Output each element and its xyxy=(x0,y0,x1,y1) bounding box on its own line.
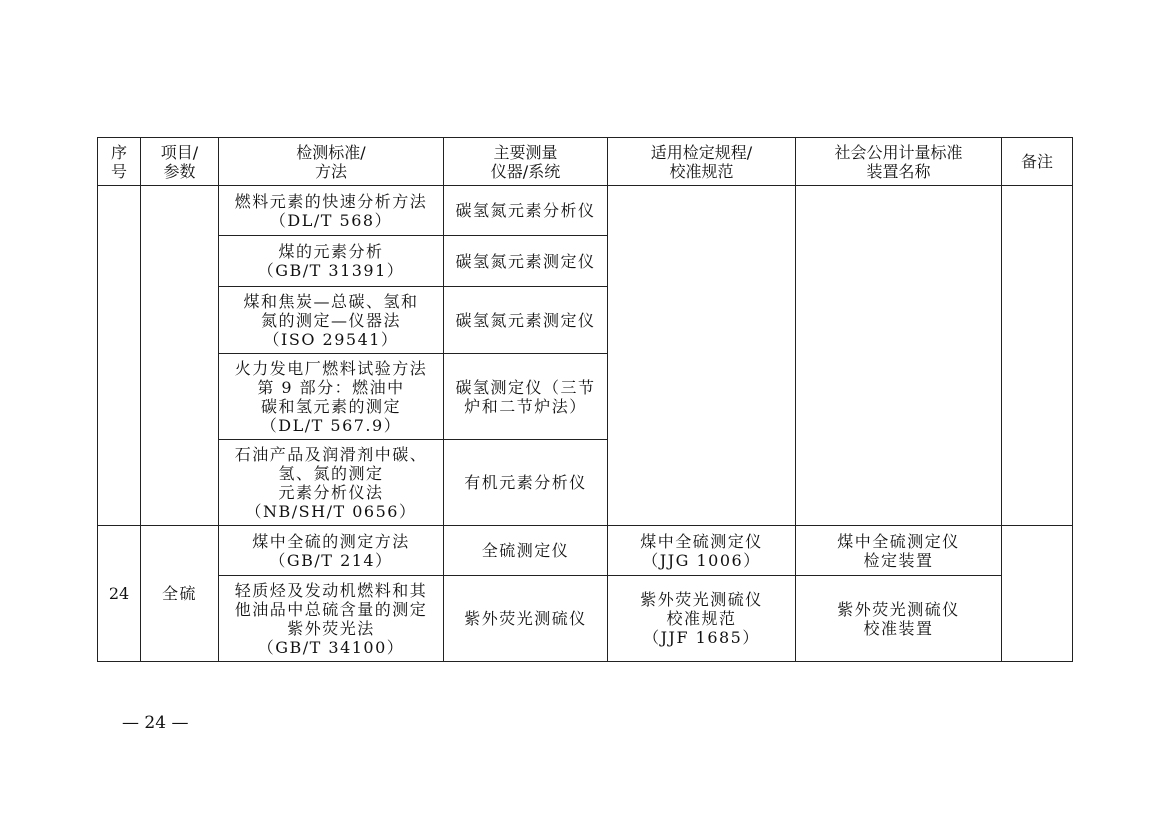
serial-cell-empty xyxy=(98,186,141,526)
regulation-cell-empty xyxy=(608,186,796,526)
item-cell: 全硫 xyxy=(141,526,219,662)
method-cell: 煤和焦炭—总碳、氢和 氮的测定—仪器法 （ISO 29541） xyxy=(219,287,444,354)
item-cell-empty xyxy=(141,186,219,526)
header-item: 项目/ 参数 xyxy=(141,138,219,186)
regulation-cell: 紫外荧光测硫仪 校准规范 （JJF 1685） xyxy=(608,576,796,662)
method-cell: 轻质烃及发动机燃料和其 他油品中总硫含量的测定 紫外荧光法 （GB/T 34100） xyxy=(219,576,444,662)
standard-device-cell: 煤中全硫测定仪 检定装置 xyxy=(796,526,1002,576)
table-row xyxy=(98,526,1073,576)
remarks-cell-empty xyxy=(1002,186,1073,526)
table-row xyxy=(98,186,1073,236)
instrument-cell: 碳氢氮元素测定仪 xyxy=(444,287,608,354)
method-cell: 火力发电厂燃料试验方法 第 9 部分：燃油中 碳和氢元素的测定 （DL/T 567.9） xyxy=(219,354,444,440)
regulation-cell: 煤中全硫测定仪 （JJG 1006） xyxy=(608,526,796,576)
table-row xyxy=(98,576,1073,662)
instrument-cell: 碳氢测定仪（三节 炉和二节炉法） xyxy=(444,354,608,440)
instrument-cell: 紫外荧光测硫仪 xyxy=(444,576,608,662)
instrument-cell: 有机元素分析仪 xyxy=(444,440,608,526)
method-cell: 燃料元素的快速分析方法 （DL/T 568） xyxy=(219,186,444,236)
header-remarks: 备注 xyxy=(1002,138,1073,186)
standards-table xyxy=(97,137,1073,662)
header-instrument: 主要测量 仪器/系统 xyxy=(444,138,608,186)
standard-device-cell: 紫外荧光测硫仪 校准装置 xyxy=(796,576,1002,662)
serial-cell: 24 xyxy=(98,526,141,662)
instrument-cell: 碳氢氮元素分析仪 xyxy=(444,186,608,236)
remarks-cell xyxy=(1002,526,1073,662)
header-method: 检测标准/ 方法 xyxy=(219,138,444,186)
standard-cell-empty xyxy=(796,186,1002,526)
instrument-cell: 全硫测定仪 xyxy=(444,526,608,576)
method-cell: 煤中全硫的测定方法 （GB/T 214） xyxy=(219,526,444,576)
method-cell: 煤的元素分析 （GB/T 31391） xyxy=(219,236,444,287)
instrument-cell: 碳氢氮元素测定仪 xyxy=(444,236,608,287)
header-serial: 序 号 xyxy=(98,138,141,186)
table-header-row xyxy=(98,138,1073,186)
header-standard-device: 社会公用计量标准 装置名称 xyxy=(796,138,1002,186)
page-number: — 24 — xyxy=(122,713,189,733)
header-regulation: 适用检定规程/ 校准规范 xyxy=(608,138,796,186)
method-cell: 石油产品及润滑剂中碳、 氢、氮的测定 元素分析仪法 （NB/SH/T 0656） xyxy=(219,440,444,526)
